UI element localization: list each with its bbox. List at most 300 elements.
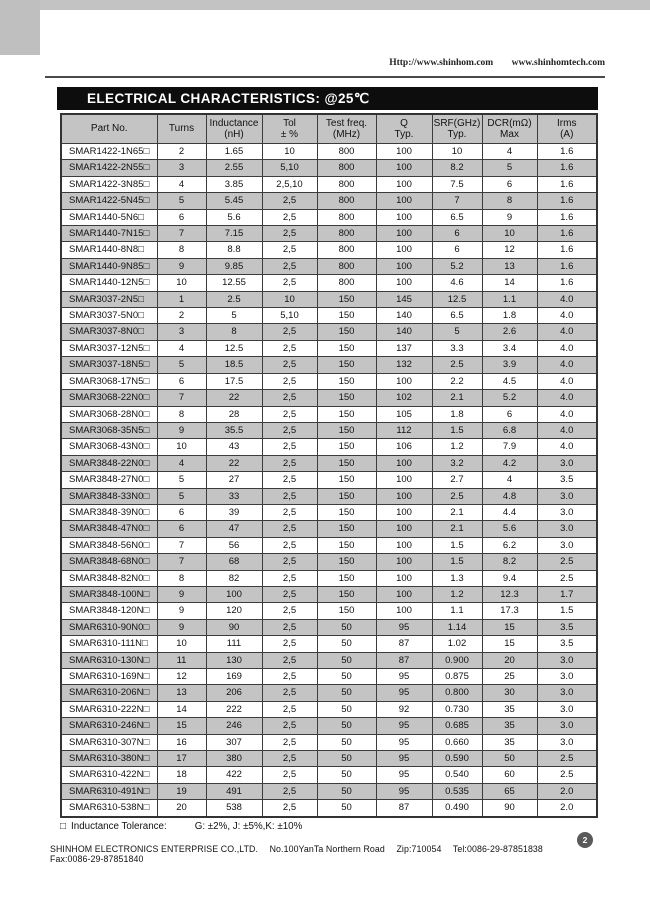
data-cell: 20 <box>157 800 206 817</box>
data-cell: 150 <box>317 488 376 504</box>
data-cell: 1.7 <box>537 586 597 602</box>
data-cell: 95 <box>376 783 432 799</box>
scan-edge-top <box>0 0 650 10</box>
data-cell: 3.5 <box>537 619 597 635</box>
data-cell: 3.0 <box>537 537 597 553</box>
part-no-cell: SMAR6310-90N0□ <box>61 619 157 635</box>
data-cell: 150 <box>317 570 376 586</box>
table-body <box>61 144 597 817</box>
data-cell: 1.6 <box>537 160 597 176</box>
data-cell: 14 <box>157 701 206 717</box>
data-cell: 6 <box>157 521 206 537</box>
data-cell: 7 <box>157 537 206 553</box>
data-cell: 9.4 <box>482 570 537 586</box>
column-header-part-no: Part No. <box>61 114 157 144</box>
data-cell: 100 <box>376 488 432 504</box>
data-cell: 5.6 <box>206 209 262 225</box>
data-cell: 17.5 <box>206 373 262 389</box>
data-cell: 1.6 <box>537 275 597 291</box>
part-no-cell: SMAR1422-1N65□ <box>61 144 157 160</box>
footer-fax: Fax:0086-29-87851840 <box>50 854 144 864</box>
data-cell: 4 <box>482 144 537 160</box>
data-cell: 5 <box>157 488 206 504</box>
data-cell: 3.0 <box>537 521 597 537</box>
table-row <box>61 373 597 389</box>
data-cell: 8 <box>157 406 206 422</box>
part-no-cell: SMAR3848-39N0□ <box>61 504 157 520</box>
column-header-turns: Turns <box>157 114 206 144</box>
data-cell: 60 <box>482 767 537 783</box>
part-no-cell: SMAR6310-222N□ <box>61 701 157 717</box>
data-cell: 25 <box>482 669 537 685</box>
part-no-cell: SMAR6310-491N□ <box>61 783 157 799</box>
part-no-cell: SMAR1440-12N5□ <box>61 275 157 291</box>
data-cell: 5 <box>157 472 206 488</box>
footer-tel: Tel:0086-29-87851838 <box>452 844 543 854</box>
header-divider <box>45 76 605 78</box>
data-cell: 56 <box>206 537 262 553</box>
data-cell: 1.6 <box>537 176 597 192</box>
data-cell: 2,5 <box>262 800 317 817</box>
data-cell: 95 <box>376 619 432 635</box>
data-cell: 18 <box>157 767 206 783</box>
data-cell: 19 <box>157 783 206 799</box>
data-cell: 4.0 <box>537 324 597 340</box>
data-cell: 105 <box>376 406 432 422</box>
data-cell: 2,5 <box>262 373 317 389</box>
data-cell: 9 <box>482 209 537 225</box>
part-no-cell: SMAR3848-27N0□ <box>61 472 157 488</box>
data-cell: 17.3 <box>482 603 537 619</box>
data-cell: 2,5 <box>262 357 317 373</box>
data-cell: 2,5 <box>262 783 317 799</box>
data-cell: 0.685 <box>432 718 482 734</box>
data-cell: 145 <box>376 291 432 307</box>
data-cell: 2,5 <box>262 751 317 767</box>
data-cell: 6 <box>432 226 482 242</box>
data-cell: 50 <box>317 800 376 817</box>
data-cell: 12 <box>482 242 537 258</box>
data-cell: 150 <box>317 439 376 455</box>
data-cell: 2,5 <box>262 669 317 685</box>
part-no-cell: SMAR3848-22N0□ <box>61 455 157 471</box>
data-cell: 246 <box>206 718 262 734</box>
table-row <box>61 652 597 668</box>
data-cell: 800 <box>317 226 376 242</box>
data-cell: 28 <box>206 406 262 422</box>
data-cell: 2.6 <box>482 324 537 340</box>
data-cell: 0.800 <box>432 685 482 701</box>
data-cell: 800 <box>317 193 376 209</box>
data-cell: 6 <box>432 242 482 258</box>
data-cell: 15 <box>482 636 537 652</box>
data-cell: 100 <box>376 586 432 602</box>
table-row <box>61 718 597 734</box>
data-cell: 2.7 <box>432 472 482 488</box>
data-cell: 95 <box>376 767 432 783</box>
data-cell: 100 <box>376 144 432 160</box>
data-cell: 800 <box>317 209 376 225</box>
data-cell: 7.5 <box>432 176 482 192</box>
data-cell: 3.0 <box>537 734 597 750</box>
part-no-cell: SMAR3848-68N0□ <box>61 554 157 570</box>
data-cell: 1.1 <box>482 291 537 307</box>
data-cell: 2,5 <box>262 734 317 750</box>
data-cell: 1.6 <box>537 144 597 160</box>
data-cell: 0.730 <box>432 701 482 717</box>
data-cell: 120 <box>206 603 262 619</box>
data-cell: 30 <box>482 685 537 701</box>
data-cell: 2,5 <box>262 652 317 668</box>
data-cell: 3.0 <box>537 718 597 734</box>
data-cell: 2,5 <box>262 701 317 717</box>
data-cell: 87 <box>376 636 432 652</box>
part-no-cell: SMAR6310-246N□ <box>61 718 157 734</box>
part-no-cell: SMAR1440-8N8□ <box>61 242 157 258</box>
footer-address: No.100YanTa Northern Road <box>269 844 385 854</box>
data-cell: 100 <box>376 504 432 520</box>
data-cell: 27 <box>206 472 262 488</box>
data-cell: 2,5 <box>262 603 317 619</box>
data-cell: 2,5 <box>262 537 317 553</box>
data-cell: 5.2 <box>482 390 537 406</box>
data-cell: 7.9 <box>482 439 537 455</box>
data-cell: 90 <box>482 800 537 817</box>
table-row <box>61 619 597 635</box>
data-cell: 1.5 <box>432 422 482 438</box>
data-cell: 100 <box>206 586 262 602</box>
data-cell: 50 <box>482 751 537 767</box>
data-cell: 1.6 <box>537 258 597 274</box>
table-row <box>61 767 597 783</box>
data-cell: 50 <box>317 669 376 685</box>
data-cell: 5.2 <box>432 258 482 274</box>
data-cell: 6.5 <box>432 209 482 225</box>
part-no-cell: SMAR3848-100N□ <box>61 586 157 602</box>
data-cell: 1.3 <box>432 570 482 586</box>
table-header-row <box>61 114 597 144</box>
scan-edge-top-left <box>0 0 40 55</box>
data-cell: 307 <box>206 734 262 750</box>
data-cell: 82 <box>206 570 262 586</box>
data-cell: 150 <box>317 586 376 602</box>
data-cell: 2,5 <box>262 226 317 242</box>
data-cell: 22 <box>206 455 262 471</box>
data-cell: 150 <box>317 373 376 389</box>
data-cell: 800 <box>317 275 376 291</box>
data-cell: 2,5 <box>262 521 317 537</box>
data-cell: 150 <box>317 406 376 422</box>
table-row <box>61 521 597 537</box>
data-cell: 102 <box>376 390 432 406</box>
data-cell: 39 <box>206 504 262 520</box>
data-cell: 47 <box>206 521 262 537</box>
data-cell: 50 <box>317 718 376 734</box>
data-cell: 150 <box>317 422 376 438</box>
table-row <box>61 258 597 274</box>
data-cell: 4.0 <box>537 291 597 307</box>
column-header-irms: Irms (A) <box>537 114 597 144</box>
page-number: 2 <box>582 835 588 845</box>
data-cell: 92 <box>376 701 432 717</box>
data-cell: 2,5 <box>262 455 317 471</box>
data-cell: 100 <box>376 193 432 209</box>
data-cell: 0.540 <box>432 767 482 783</box>
data-cell: 2.5 <box>537 751 597 767</box>
data-cell: 0.590 <box>432 751 482 767</box>
table-row <box>61 340 597 356</box>
data-cell: 100 <box>376 373 432 389</box>
table-row <box>61 537 597 553</box>
data-cell: 2.2 <box>432 373 482 389</box>
data-cell: 50 <box>317 751 376 767</box>
table-row <box>61 308 597 324</box>
data-cell: 2.5 <box>206 291 262 307</box>
data-cell: 6.2 <box>482 537 537 553</box>
data-cell: 5,10 <box>262 308 317 324</box>
part-no-cell: SMAR1422-5N45□ <box>61 193 157 209</box>
data-cell: 3.85 <box>206 176 262 192</box>
page-number-badge <box>577 832 593 848</box>
column-header-dcr: DCR(mΩ) Max <box>482 114 537 144</box>
data-cell: 2,5 <box>262 324 317 340</box>
section-title-bar <box>57 87 598 110</box>
data-cell: 18.5 <box>206 357 262 373</box>
part-no-cell: SMAR6310-307N□ <box>61 734 157 750</box>
data-cell: 2 <box>157 144 206 160</box>
part-no-cell: SMAR3037-8N0□ <box>61 324 157 340</box>
data-cell: 35 <box>482 718 537 734</box>
data-cell: 1.8 <box>432 406 482 422</box>
data-cell: 2,5 <box>262 570 317 586</box>
data-cell: 50 <box>317 701 376 717</box>
table-row <box>61 324 597 340</box>
data-cell: 0.900 <box>432 652 482 668</box>
data-cell: 17 <box>157 751 206 767</box>
data-cell: 5 <box>206 308 262 324</box>
data-cell: 8.2 <box>482 554 537 570</box>
data-cell: 8.8 <box>206 242 262 258</box>
part-no-cell: SMAR6310-422N□ <box>61 767 157 783</box>
data-cell: 3.0 <box>537 669 597 685</box>
data-cell: 3.5 <box>537 636 597 652</box>
data-cell: 422 <box>206 767 262 783</box>
part-no-cell: SMAR3848-120N□ <box>61 603 157 619</box>
data-cell: 2.1 <box>432 521 482 537</box>
data-cell: 150 <box>317 357 376 373</box>
data-cell: 2,5 <box>262 209 317 225</box>
data-cell: 100 <box>376 554 432 570</box>
section-title: ELECTRICAL CHARACTERISTICS: @25℃ <box>87 90 370 106</box>
data-cell: 2,5 <box>262 340 317 356</box>
data-cell: 2,5 <box>262 258 317 274</box>
data-cell: 2.0 <box>537 783 597 799</box>
data-cell: 13 <box>157 685 206 701</box>
data-cell: 150 <box>317 504 376 520</box>
data-cell: 100 <box>376 537 432 553</box>
data-cell: 2,5 <box>262 242 317 258</box>
data-cell: 1.5 <box>432 554 482 570</box>
data-cell: 150 <box>317 308 376 324</box>
data-cell: 22 <box>206 390 262 406</box>
data-cell: 10 <box>432 144 482 160</box>
data-cell: 4.5 <box>482 373 537 389</box>
header-links <box>373 58 605 68</box>
data-cell: 2,5 <box>262 439 317 455</box>
data-cell: 3.3 <box>432 340 482 356</box>
data-cell: 1.6 <box>537 209 597 225</box>
data-cell: 16 <box>157 734 206 750</box>
data-cell: 3.0 <box>537 685 597 701</box>
data-cell: 150 <box>317 340 376 356</box>
data-cell: 9 <box>157 422 206 438</box>
data-cell: 35 <box>482 734 537 750</box>
data-cell: 10 <box>157 275 206 291</box>
column-header-srf: SRF(GHz) Typ. <box>432 114 482 144</box>
data-cell: 10 <box>262 144 317 160</box>
part-no-cell: SMAR6310-111N□ <box>61 636 157 652</box>
data-cell: 2.0 <box>537 800 597 817</box>
data-cell: 35.5 <box>206 422 262 438</box>
data-cell: 90 <box>206 619 262 635</box>
data-cell: 87 <box>376 652 432 668</box>
table-row <box>61 472 597 488</box>
data-cell: 7 <box>432 193 482 209</box>
data-cell: 222 <box>206 701 262 717</box>
part-no-cell: SMAR3068-28N0□ <box>61 406 157 422</box>
data-cell: 10 <box>262 291 317 307</box>
data-cell: 150 <box>317 554 376 570</box>
data-cell: 4 <box>157 340 206 356</box>
data-cell: 100 <box>376 242 432 258</box>
data-cell: 2,5 <box>262 472 317 488</box>
data-cell: 1.5 <box>432 537 482 553</box>
data-cell: 9 <box>157 619 206 635</box>
table-row <box>61 685 597 701</box>
data-cell: 6 <box>157 209 206 225</box>
data-cell: 1.6 <box>537 242 597 258</box>
data-cell: 2.5 <box>537 570 597 586</box>
data-cell: 20 <box>482 652 537 668</box>
data-cell: 2 <box>157 308 206 324</box>
data-cell: 5.45 <box>206 193 262 209</box>
footnote-values: G: ±2%, J: ±5%,K: ±10% <box>194 821 303 832</box>
data-cell: 130 <box>206 652 262 668</box>
data-cell: 50 <box>317 734 376 750</box>
data-cell: 2.5 <box>537 554 597 570</box>
data-cell: 9 <box>157 603 206 619</box>
data-cell: 6.5 <box>432 308 482 324</box>
data-cell: 2.5 <box>432 357 482 373</box>
data-cell: 132 <box>376 357 432 373</box>
data-cell: 50 <box>317 783 376 799</box>
data-cell: 100 <box>376 160 432 176</box>
data-cell: 106 <box>376 439 432 455</box>
data-cell: 8 <box>157 242 206 258</box>
data-cell: 7 <box>157 390 206 406</box>
data-cell: 2,5 <box>262 488 317 504</box>
data-cell: 50 <box>317 652 376 668</box>
data-cell: 150 <box>317 537 376 553</box>
data-cell: 380 <box>206 751 262 767</box>
data-cell: 150 <box>317 521 376 537</box>
data-cell: 2,5 <box>262 718 317 734</box>
table-row <box>61 603 597 619</box>
data-cell: 3.0 <box>537 652 597 668</box>
data-cell: 4.4 <box>482 504 537 520</box>
data-cell: 15 <box>157 718 206 734</box>
data-cell: 1.8 <box>482 308 537 324</box>
table-row <box>61 242 597 258</box>
column-header-inductance: Inductance (nH) <box>206 114 262 144</box>
part-no-cell: SMAR6310-169N□ <box>61 669 157 685</box>
data-cell: 12 <box>157 669 206 685</box>
data-cell: 2,5 <box>262 406 317 422</box>
data-cell: 150 <box>317 472 376 488</box>
data-cell: 9.85 <box>206 258 262 274</box>
table-row <box>61 669 597 685</box>
data-cell: 8.2 <box>432 160 482 176</box>
data-cell: 1.2 <box>432 439 482 455</box>
part-no-cell: SMAR3848-33N0□ <box>61 488 157 504</box>
table-row <box>61 422 597 438</box>
data-cell: 9 <box>157 258 206 274</box>
footer-company: SHINHOM ELECTRONICS ENTERPRISE CO.,LTD. <box>50 844 259 854</box>
data-cell: 4.8 <box>482 488 537 504</box>
primary-url: Http://www.shinhom.com <box>389 58 494 68</box>
data-cell: 12.5 <box>206 340 262 356</box>
data-cell: 1.2 <box>432 586 482 602</box>
data-cell: 12.55 <box>206 275 262 291</box>
data-cell: 6 <box>157 504 206 520</box>
secondary-url: www.shinhomtech.com <box>511 58 605 68</box>
data-cell: 4 <box>157 455 206 471</box>
data-cell: 1.6 <box>537 193 597 209</box>
table-row <box>61 636 597 652</box>
data-cell: 2.5 <box>537 767 597 783</box>
data-cell: 7 <box>157 554 206 570</box>
data-cell: 12.5 <box>432 291 482 307</box>
table-row <box>61 488 597 504</box>
data-cell: 7.15 <box>206 226 262 242</box>
data-cell: 150 <box>317 291 376 307</box>
electrical-characteristics-table <box>60 113 598 818</box>
data-cell: 8 <box>482 193 537 209</box>
data-cell: 1.65 <box>206 144 262 160</box>
data-cell: 100 <box>376 603 432 619</box>
part-no-cell: SMAR1440-9N85□ <box>61 258 157 274</box>
data-cell: 3.0 <box>537 455 597 471</box>
data-cell: 100 <box>376 209 432 225</box>
data-cell: 4.6 <box>432 275 482 291</box>
data-cell: 4.0 <box>537 390 597 406</box>
data-cell: 35 <box>482 701 537 717</box>
data-cell: 1 <box>157 291 206 307</box>
table-row <box>61 751 597 767</box>
data-cell: 65 <box>482 783 537 799</box>
data-cell: 3.4 <box>482 340 537 356</box>
data-cell: 4.0 <box>537 422 597 438</box>
part-no-cell: SMAR1422-3N85□ <box>61 176 157 192</box>
data-cell: 800 <box>317 242 376 258</box>
data-cell: 2,5 <box>262 422 317 438</box>
data-cell: 0.535 <box>432 783 482 799</box>
data-cell: 491 <box>206 783 262 799</box>
data-cell: 95 <box>376 718 432 734</box>
data-cell: 0.875 <box>432 669 482 685</box>
data-cell: 2,5 <box>262 619 317 635</box>
data-cell: 206 <box>206 685 262 701</box>
